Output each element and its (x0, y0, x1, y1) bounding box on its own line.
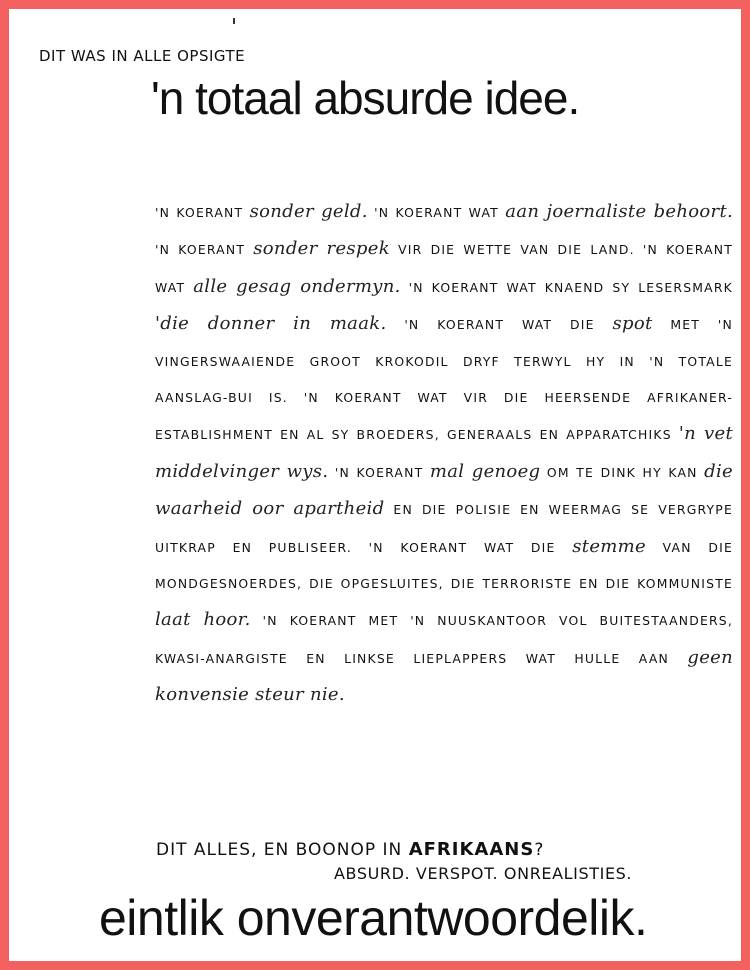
body-script-04: alle gesag ondermyn. (193, 275, 401, 297)
headline: 'n totaal absurde idee. (151, 72, 580, 124)
body-print-11: VAN DIE MONDGESNOERDES, DIE OPGESLUITES, DIE TERRORISTE EN DIE KOMMUNISTE (155, 539, 734, 592)
body-print-07: MET 'N VINGERSWAAIENDE GROOT KROKODIL DRYF TERWYL HY IN 'N TOTALE AANSLAG-BUI IS. 'N KOERANT WAT VIR DIE HEERSENDE AFRIKANER-ESTABLISHMENT EN AL SY BROEDERS, GENERAALS EN APPARATCHIKS (155, 317, 733, 443)
closing-question-mark: ? (534, 840, 545, 860)
body-script-03: sonder respek (253, 238, 390, 260)
body-print-01: 'N KOERANT (155, 205, 250, 220)
closing-question (156, 839, 544, 860)
body-print-10: EN DIE POLISIE EN WEERMAG SE VERGRYPE UITKRAP EN PUBLISEER. 'N KOERANT WAT DIE (155, 502, 734, 555)
top-mark (233, 18, 235, 24)
body-script-02: aan joernaliste behoort. (505, 201, 734, 222)
closing-question-afrikaans: AFRIKAANS (408, 839, 535, 860)
closing-verdicts: ABSURD. VERSPOT. ONREALISTIES. (334, 864, 633, 883)
body-print-04: VIR DIE WETTE VAN DIE LAND. 'N KOERANT WAT (155, 242, 733, 295)
body-print-03: 'N KOERANT (155, 242, 254, 258)
body-print-06: 'N KOERANT WAT DIE (386, 317, 613, 333)
body-script-10: stemme (572, 535, 646, 557)
body-print-02: 'N KOERANT WAT (367, 205, 506, 220)
kicker-text: DIT WAS IN ALLE OPSIGTE (39, 47, 246, 65)
body-script-07: 'n vet middelvinger wys. (155, 423, 734, 482)
body-script-11: laat hoor. (155, 609, 251, 631)
body-script-09: die waarheid oor apartheid (155, 460, 734, 520)
body-script-12: geen konvensie steur nie. (155, 646, 733, 706)
body-print-05: 'N KOERANT WAT KNAEND SY LESERSMARK (400, 279, 733, 295)
body-script-08: mal genoeg (429, 460, 541, 482)
body-script-06: spot (612, 313, 653, 335)
body-print-09: OM TE DINK HY KAN (540, 464, 705, 480)
body-paragraph (155, 194, 733, 715)
body-print-08: 'N KOERANT (328, 464, 430, 480)
body-print-12: 'N KOERANT MET 'N NUUSKANTOOR VOL BUITESTAANDERS, KWASI-ANARGISTE EN LINKSE LIEPLAPPERS WAT HULLE AAN (155, 613, 733, 666)
body-script-05: 'die donner in maak. (155, 313, 387, 335)
closing-question-prefix: DIT ALLES, EN BOONOP IN (156, 840, 409, 860)
body-script-01: sonder geld. (249, 201, 368, 222)
closing-tagline: eintlik onverantwoordelik. (99, 890, 648, 946)
